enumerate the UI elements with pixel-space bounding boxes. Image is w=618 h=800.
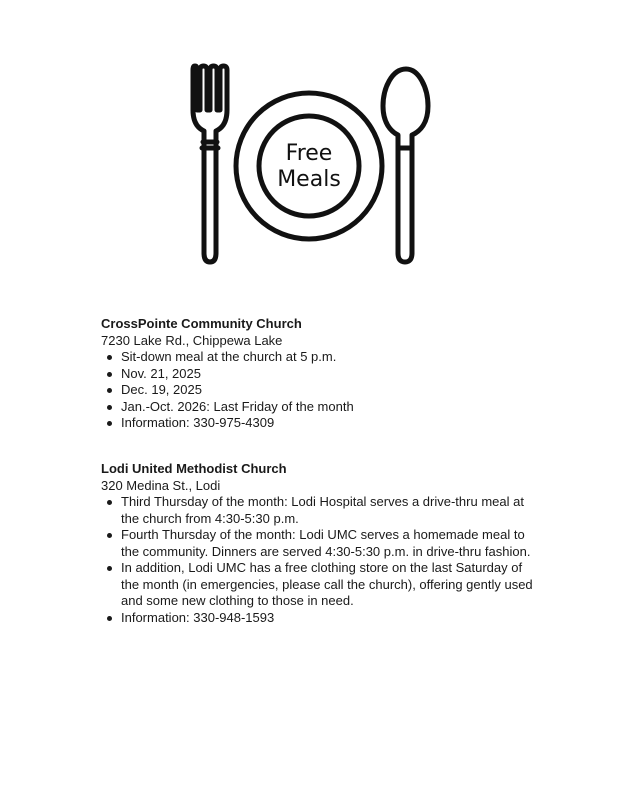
fork-icon: [193, 66, 227, 262]
org-name: CrossPointe Community Church: [101, 316, 302, 331]
detail-list: [101, 349, 541, 432]
hero-title-line2: Meals: [277, 167, 341, 192]
org-address: 7230 Lake Rd., Chippewa Lake: [101, 332, 283, 348]
list-item: Sit-down meal at the church at 5 p.m.: [101, 349, 541, 366]
list-item: Nov. 21, 2025: [101, 366, 541, 383]
listing-lodi-umc: [101, 461, 541, 626]
list-item: Third Thursday of the month: Lodi Hospital serves a drive-thru meal at the church from 4:30-5:30 p.m.: [101, 494, 541, 527]
org-name: Lodi United Methodist Church: [101, 461, 287, 476]
plate-icon: [236, 93, 382, 239]
list-item: Information: 330-975-4309: [101, 415, 541, 432]
hero-title-line1: Free: [285, 141, 333, 166]
list-item: Jan.-Oct. 2026: Last Friday of the month: [101, 399, 541, 416]
list-item: Dec. 19, 2025: [101, 382, 541, 399]
list-item: Fourth Thursday of the month: Lodi UMC serves a homemade meal to the community. Dinners are served 4:30-5:30 p.m. in drive-thru fashion.: [101, 527, 541, 560]
org-address: 320 Medina St., Lodi: [101, 477, 221, 493]
detail-list: [101, 494, 541, 626]
spoon-icon: [383, 69, 428, 262]
list-item: Information: 330-948-1593: [101, 610, 541, 627]
listing-crosspointe: [101, 316, 541, 432]
free-meals-graphic: [0, 0, 618, 290]
list-item: In addition, Lodi UMC has a free clothing store on the last Saturday of the month (in emergencies, please call the church), offering gently used and some new clothing to those in need.: [101, 560, 541, 610]
